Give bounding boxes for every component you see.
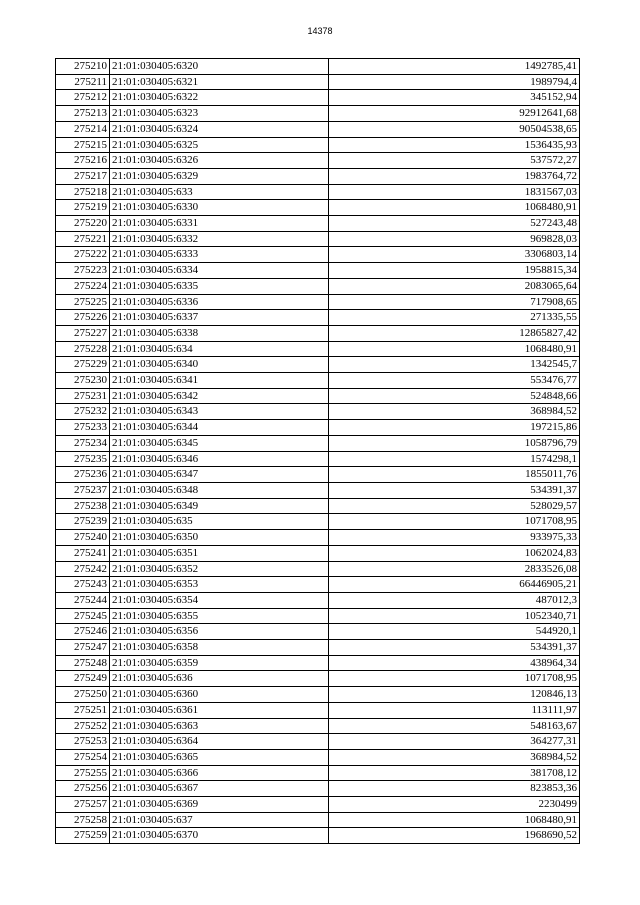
value-cell: 92912641,68 — [329, 106, 580, 122]
cadastral-number-cell: 21:01:030405:6323 — [110, 106, 329, 122]
value-cell: 90504538,65 — [329, 121, 580, 137]
value-cell: 2083065,64 — [329, 278, 580, 294]
value-cell: 534391,37 — [329, 640, 580, 656]
cadastral-number-cell: 21:01:030405:6370 — [110, 828, 329, 844]
table-row — [56, 404, 580, 420]
row-number-cell: 275216 — [56, 153, 110, 169]
row-number-cell: 275237 — [56, 482, 110, 498]
value-cell: 487012,3 — [329, 592, 580, 608]
row-number-cell: 275253 — [56, 734, 110, 750]
row-number-cell: 275218 — [56, 184, 110, 200]
cadastral-number-cell: 21:01:030405:6338 — [110, 325, 329, 341]
value-cell: 553476,77 — [329, 373, 580, 389]
row-number-cell: 275221 — [56, 231, 110, 247]
row-number-cell: 275234 — [56, 435, 110, 451]
cadastral-number-cell: 21:01:030405:6359 — [110, 655, 329, 671]
cadastral-number-cell: 21:01:030405:6348 — [110, 482, 329, 498]
value-cell: 1989794,4 — [329, 74, 580, 90]
row-number-cell: 275230 — [56, 373, 110, 389]
row-number-cell: 275220 — [56, 216, 110, 232]
value-cell: 12865827,42 — [329, 325, 580, 341]
value-cell: 544920,1 — [329, 624, 580, 640]
cadastral-number-cell: 21:01:030405:6340 — [110, 357, 329, 373]
row-number-cell: 275246 — [56, 624, 110, 640]
value-cell: 1071708,95 — [329, 671, 580, 687]
row-number-cell: 275254 — [56, 749, 110, 765]
table-row — [56, 90, 580, 106]
value-cell: 1855011,76 — [329, 467, 580, 483]
value-cell: 548163,67 — [329, 718, 580, 734]
row-number-cell: 275213 — [56, 106, 110, 122]
value-cell: 528029,57 — [329, 498, 580, 514]
table-row — [56, 545, 580, 561]
row-number-cell: 275224 — [56, 278, 110, 294]
value-cell: 364277,31 — [329, 734, 580, 750]
row-number-cell: 275239 — [56, 514, 110, 530]
row-number-cell: 275255 — [56, 765, 110, 781]
value-cell: 345152,94 — [329, 90, 580, 106]
cadastral-number-cell: 21:01:030405:6345 — [110, 435, 329, 451]
table-row — [56, 184, 580, 200]
row-number-cell: 275223 — [56, 263, 110, 279]
value-cell: 113111,97 — [329, 702, 580, 718]
table-row — [56, 655, 580, 671]
cadastral-number-cell: 21:01:030405:637 — [110, 812, 329, 828]
cadastral-number-cell: 21:01:030405:6354 — [110, 592, 329, 608]
table-row — [56, 530, 580, 546]
value-cell: 1342545,7 — [329, 357, 580, 373]
registry-table — [55, 58, 580, 844]
table-row — [56, 59, 580, 75]
row-number-cell: 275215 — [56, 137, 110, 153]
table-row — [56, 592, 580, 608]
value-cell: 1831567,03 — [329, 184, 580, 200]
table-row — [56, 435, 580, 451]
row-number-cell: 275212 — [56, 90, 110, 106]
row-number-cell: 275229 — [56, 357, 110, 373]
table-row — [56, 153, 580, 169]
table-row — [56, 561, 580, 577]
row-number-cell: 275242 — [56, 561, 110, 577]
row-number-cell: 275233 — [56, 420, 110, 436]
cadastral-number-cell: 21:01:030405:6334 — [110, 263, 329, 279]
table-row — [56, 812, 580, 828]
value-cell: 1068480,91 — [329, 341, 580, 357]
cadastral-number-cell: 21:01:030405:635 — [110, 514, 329, 530]
row-number-cell: 275222 — [56, 247, 110, 263]
value-cell: 197215,86 — [329, 420, 580, 436]
row-number-cell: 275211 — [56, 74, 110, 90]
table-row — [56, 702, 580, 718]
table-row — [56, 671, 580, 687]
table-row — [56, 200, 580, 216]
cadastral-number-cell: 21:01:030405:6350 — [110, 530, 329, 546]
value-cell: 66446905,21 — [329, 577, 580, 593]
cadastral-number-cell: 21:01:030405:6361 — [110, 702, 329, 718]
row-number-cell: 275214 — [56, 121, 110, 137]
table-row — [56, 74, 580, 90]
row-number-cell: 275241 — [56, 545, 110, 561]
cadastral-number-cell: 21:01:030405:6363 — [110, 718, 329, 734]
cadastral-number-cell: 21:01:030405:634 — [110, 341, 329, 357]
value-cell: 527243,48 — [329, 216, 580, 232]
value-cell: 1058796,79 — [329, 435, 580, 451]
value-cell: 717908,65 — [329, 294, 580, 310]
table-row — [56, 325, 580, 341]
cadastral-number-cell: 21:01:030405:633 — [110, 184, 329, 200]
table-row — [56, 797, 580, 813]
table-row — [56, 278, 580, 294]
table-row — [56, 608, 580, 624]
value-cell: 1536435,93 — [329, 137, 580, 153]
cadastral-number-cell: 21:01:030405:6336 — [110, 294, 329, 310]
table-row — [56, 749, 580, 765]
row-number-cell: 275243 — [56, 577, 110, 593]
cadastral-number-cell: 21:01:030405:6341 — [110, 373, 329, 389]
value-cell: 1071708,95 — [329, 514, 580, 530]
cadastral-number-cell: 21:01:030405:6351 — [110, 545, 329, 561]
row-number-cell: 275249 — [56, 671, 110, 687]
row-number-cell: 275217 — [56, 168, 110, 184]
value-cell: 2833526,08 — [329, 561, 580, 577]
table-row — [56, 451, 580, 467]
cadastral-number-cell: 21:01:030405:6330 — [110, 200, 329, 216]
value-cell: 381708,12 — [329, 765, 580, 781]
table-row — [56, 168, 580, 184]
value-cell: 3306803,14 — [329, 247, 580, 263]
cadastral-number-cell: 21:01:030405:6324 — [110, 121, 329, 137]
cadastral-number-cell: 21:01:030405:6320 — [110, 59, 329, 75]
value-cell: 1052340,71 — [329, 608, 580, 624]
value-cell: 2230499 — [329, 797, 580, 813]
table-row — [56, 514, 580, 530]
row-number-cell: 275251 — [56, 702, 110, 718]
value-cell: 969828,03 — [329, 231, 580, 247]
row-number-cell: 275236 — [56, 467, 110, 483]
cadastral-number-cell: 21:01:030405:6335 — [110, 278, 329, 294]
value-cell: 1983764,72 — [329, 168, 580, 184]
value-cell: 1492785,41 — [329, 59, 580, 75]
cadastral-number-cell: 21:01:030405:6326 — [110, 153, 329, 169]
cadastral-number-cell: 21:01:030405:6366 — [110, 765, 329, 781]
table-row — [56, 828, 580, 844]
row-number-cell: 275244 — [56, 592, 110, 608]
table-row — [56, 718, 580, 734]
cadastral-number-cell: 21:01:030405:6360 — [110, 687, 329, 703]
cadastral-number-cell: 21:01:030405:6321 — [110, 74, 329, 90]
value-cell: 1068480,91 — [329, 200, 580, 216]
table-row — [56, 420, 580, 436]
value-cell: 1968690,52 — [329, 828, 580, 844]
cadastral-number-cell: 21:01:030405:6346 — [110, 451, 329, 467]
table-row — [56, 765, 580, 781]
row-number-cell: 275259 — [56, 828, 110, 844]
value-cell: 823853,36 — [329, 781, 580, 797]
table-row — [56, 781, 580, 797]
row-number-cell: 275258 — [56, 812, 110, 828]
row-number-cell: 275250 — [56, 687, 110, 703]
row-number-cell: 275245 — [56, 608, 110, 624]
value-cell: 1958815,34 — [329, 263, 580, 279]
value-cell: 368984,52 — [329, 749, 580, 765]
cadastral-number-cell: 21:01:030405:6331 — [110, 216, 329, 232]
row-number-cell: 275252 — [56, 718, 110, 734]
table-row — [56, 467, 580, 483]
row-number-cell: 275231 — [56, 388, 110, 404]
value-cell: 524848,66 — [329, 388, 580, 404]
cadastral-number-cell: 21:01:030405:6353 — [110, 577, 329, 593]
table-row — [56, 294, 580, 310]
row-number-cell: 275240 — [56, 530, 110, 546]
cadastral-number-cell: 21:01:030405:6343 — [110, 404, 329, 420]
cadastral-number-cell: 21:01:030405:6325 — [110, 137, 329, 153]
row-number-cell: 275227 — [56, 325, 110, 341]
cadastral-number-cell: 21:01:030405:6342 — [110, 388, 329, 404]
value-cell: 933975,33 — [329, 530, 580, 546]
row-number-cell: 275257 — [56, 797, 110, 813]
table-row — [56, 498, 580, 514]
value-cell: 120846,13 — [329, 687, 580, 703]
row-number-cell: 275235 — [56, 451, 110, 467]
page-number: 14378 — [307, 26, 333, 36]
cadastral-number-cell: 21:01:030405:6367 — [110, 781, 329, 797]
cadastral-number-cell: 21:01:030405:6333 — [110, 247, 329, 263]
cadastral-number-cell: 21:01:030405:6332 — [110, 231, 329, 247]
table-row — [56, 121, 580, 137]
cadastral-number-cell: 21:01:030405:636 — [110, 671, 329, 687]
table-row — [56, 734, 580, 750]
cadastral-number-cell: 21:01:030405:6347 — [110, 467, 329, 483]
table-row — [56, 624, 580, 640]
value-cell: 438964,34 — [329, 655, 580, 671]
table-row — [56, 577, 580, 593]
table-row — [56, 640, 580, 656]
row-number-cell: 275238 — [56, 498, 110, 514]
table-row — [56, 216, 580, 232]
cadastral-number-cell: 21:01:030405:6337 — [110, 310, 329, 326]
table-row — [56, 482, 580, 498]
value-cell: 1062024,83 — [329, 545, 580, 561]
row-number-cell: 275248 — [56, 655, 110, 671]
row-number-cell: 275225 — [56, 294, 110, 310]
cadastral-number-cell: 21:01:030405:6358 — [110, 640, 329, 656]
table-row — [56, 247, 580, 263]
table-row — [56, 106, 580, 122]
registry-table-body — [56, 59, 580, 844]
table-row — [56, 357, 580, 373]
cadastral-number-cell: 21:01:030405:6352 — [110, 561, 329, 577]
cadastral-number-cell: 21:01:030405:6356 — [110, 624, 329, 640]
cadastral-number-cell: 21:01:030405:6365 — [110, 749, 329, 765]
value-cell: 368984,52 — [329, 404, 580, 420]
table-row — [56, 687, 580, 703]
table-row — [56, 373, 580, 389]
cadastral-number-cell: 21:01:030405:6364 — [110, 734, 329, 750]
table-row — [56, 263, 580, 279]
row-number-cell: 275210 — [56, 59, 110, 75]
cadastral-number-cell: 21:01:030405:6369 — [110, 797, 329, 813]
row-number-cell: 275226 — [56, 310, 110, 326]
cadastral-number-cell: 21:01:030405:6329 — [110, 168, 329, 184]
value-cell: 537572,27 — [329, 153, 580, 169]
value-cell: 1574298,1 — [329, 451, 580, 467]
row-number-cell: 275232 — [56, 404, 110, 420]
value-cell: 271335,55 — [329, 310, 580, 326]
row-number-cell: 275219 — [56, 200, 110, 216]
value-cell: 534391,37 — [329, 482, 580, 498]
cadastral-number-cell: 21:01:030405:6322 — [110, 90, 329, 106]
table-row — [56, 137, 580, 153]
row-number-cell: 275247 — [56, 640, 110, 656]
value-cell: 1068480,91 — [329, 812, 580, 828]
cadastral-number-cell: 21:01:030405:6344 — [110, 420, 329, 436]
table-row — [56, 310, 580, 326]
row-number-cell: 275256 — [56, 781, 110, 797]
table-row — [56, 341, 580, 357]
table-row — [56, 231, 580, 247]
table-row — [56, 388, 580, 404]
cadastral-number-cell: 21:01:030405:6355 — [110, 608, 329, 624]
cadastral-number-cell: 21:01:030405:6349 — [110, 498, 329, 514]
row-number-cell: 275228 — [56, 341, 110, 357]
